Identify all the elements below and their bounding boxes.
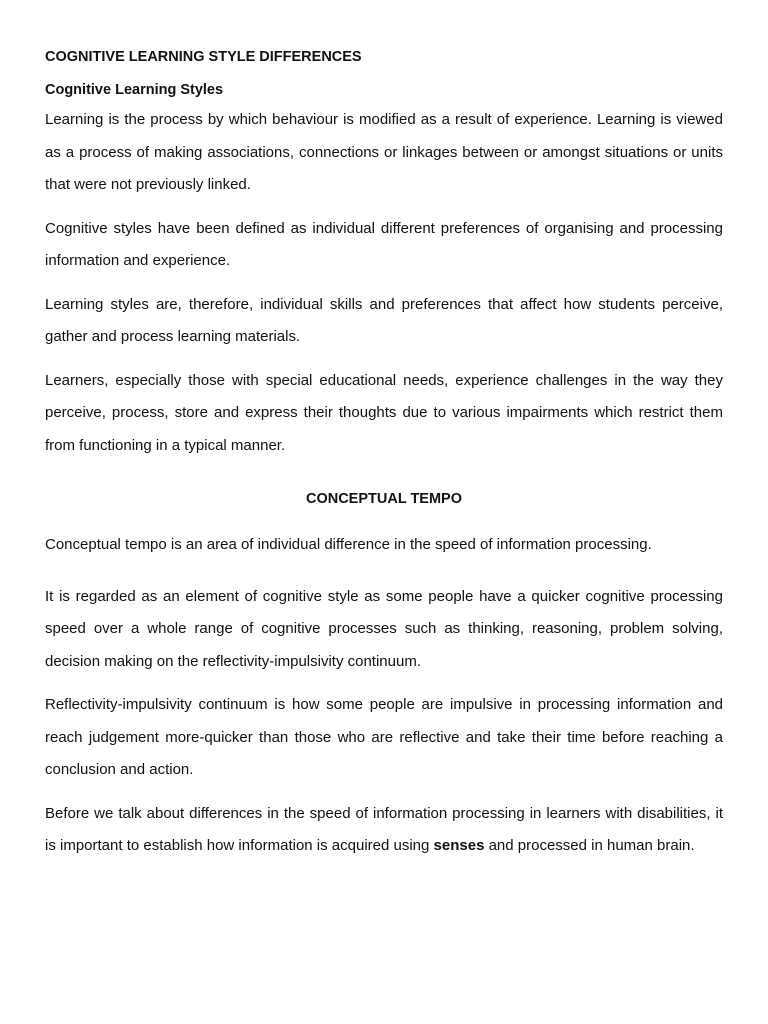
section-heading-conceptual-tempo: CONCEPTUAL TEMPO [305, 491, 463, 507]
paragraph-senses-text-before: Before we talk about differences in the speed of information processing in learners with disabilities, it is important to establish how information is acquired using [45, 804, 723, 854]
paragraph-cognitive-styles: Cognitive styles have been defined as individual different preferences of organising and processing information and experience. [45, 219, 723, 269]
paragraph-learning-definition: Learning is the process by which behaviour is modified as a result of experience. Learning is viewed as a process of making associations, connections or linkages between or amongst situations or units that were not previously linked. [45, 111, 723, 193]
bold-term-senses: senses [433, 837, 485, 854]
paragraph-conceptual-tempo: Conceptual tempo is an area of individual difference in the speed of information processing. [45, 536, 652, 553]
paragraph-senses-processing [45, 798, 723, 863]
document-title: COGNITIVE LEARNING STYLE DIFFERENCES [45, 49, 362, 65]
paragraph-learning-styles: Learning styles are, therefore, individual skills and preferences that affect how students perceive, gather and process learning materials. [45, 295, 723, 345]
paragraph-learners-special-needs: Learners, especially those with special educational needs, experience challenges in the way they perceive, process, store and express their thoughts due to various impairments which restrict them from functioning in a typical manner. [45, 371, 723, 454]
paragraph-senses-text-after: and processed in human brain. [484, 837, 695, 854]
paragraph-cognitive-style-element: It is regarded as an element of cognitive style as some people have a quicker cognitive processing speed over a whole range of cognitive processes such as thinking, reasoning, problem solving, decision making on the reflectivity-impulsivity continuum. [45, 587, 723, 670]
document-body [45, 46, 723, 874]
section-heading-cognitive-learning-styles: Cognitive Learning Styles [45, 82, 224, 98]
paragraph-reflectivity-impulsivity: Reflectivity-impulsivity continuum is how some people are impulsive in processing information and reach judgement more-quicker than those who are reflective and take their time before reaching a conclusion and action. [45, 696, 723, 778]
